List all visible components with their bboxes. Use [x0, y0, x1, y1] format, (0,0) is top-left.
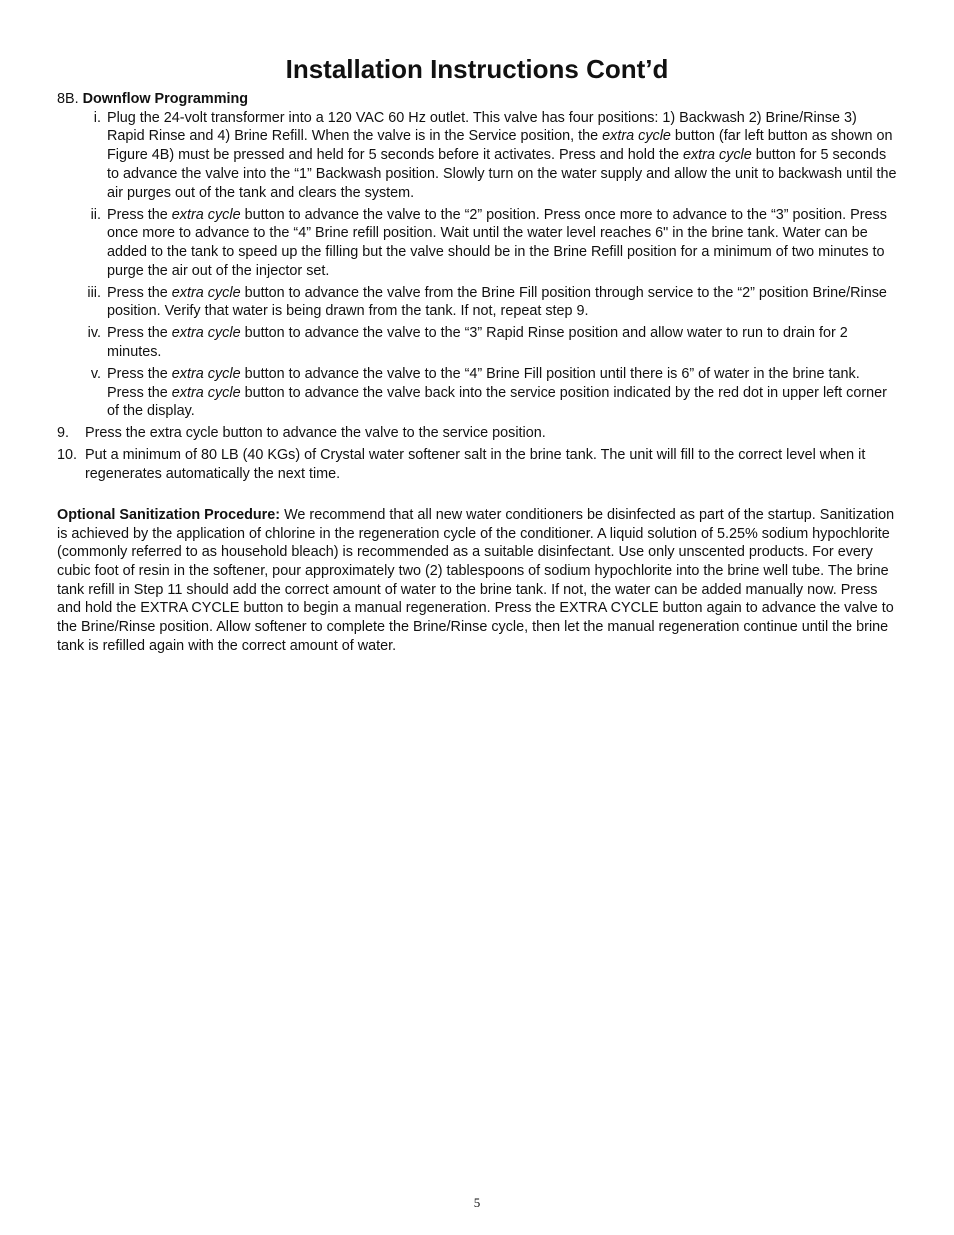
- list-marker: ii.: [90, 206, 101, 223]
- section-title: Downflow Programming: [82, 91, 249, 107]
- list-marker: i.: [93, 109, 101, 126]
- step-text: Press the extra cycle button to advance the valve to the service position.: [85, 425, 546, 442]
- section-number: 8B.: [57, 91, 79, 107]
- step-number: 10.: [57, 447, 78, 464]
- list-item: [57, 109, 897, 203]
- list-item: [57, 365, 897, 421]
- page-number: 5: [473, 1195, 481, 1210]
- step-text: Put a minimum of 80 LB (40 KGs) of Crystal water softener salt in the brine tank. The unit will fill to the correct level when it regenerates automatically the next time.: [85, 447, 866, 483]
- list-marker: v.: [90, 366, 101, 383]
- list-item-text: Press the extra cycle button to advance the valve to the “2” position. Press once more to advance to the “3” position. Press once more to advance to the “4” Brine refill position. Wait until the water level reaches 6" in the brine tank. Water can be added to the tank to speed up the filling but the valve should be in the Brine Refill position for a minimum of two minutes to purge the air out of the injector set.: [107, 206, 887, 279]
- sanitization-paragraph: [57, 506, 897, 656]
- list-item: [57, 206, 897, 281]
- step-number: 9.: [57, 425, 70, 442]
- step-9: [57, 424, 897, 443]
- list-item-text: Press the extra cycle button to advance the valve from the Brine Fill position through service to the “2” position Brine/Rinse position. Verify that water is being drawn from the tank. If not, repeat step 9.: [107, 284, 887, 320]
- step-10: [57, 446, 897, 483]
- sanitization-heading: Optional Sanitization Procedure:: [57, 506, 281, 523]
- list-marker: iv.: [87, 325, 101, 342]
- page-title: Installation Instructions Cont’d: [285, 54, 669, 84]
- list-item: [57, 324, 897, 361]
- list-item-text: Plug the 24-volt transformer into a 120 VAC 60 Hz outlet. This valve has four positions: 1) Backwash 2) Brine/Rinse 3) Rapid Rinse and 4) Brine Refill. When the valve is in the Service position, the extra cycle button (far left button as shown on Figure 4B) must be pressed and held for 5 seconds before it activates. Press and hold the extra cycle button for 5 seconds to advance the valve into the “1” Backwash position. Slowly turn on the water supply and allow the unit to backwash until the air purges out of the tank and clears the system.: [107, 109, 897, 201]
- document-body: [57, 90, 897, 655]
- list-item-text: Press the extra cycle button to advance the valve to the “3” Rapid Rinse position and allow water to run to drain for 2 minutes.: [107, 325, 848, 361]
- list-item-text: Press the extra cycle button to advance the valve to the “4” Brine Fill position until there is 6” of water in the brine tank. Press the extra cycle button to advance the valve back into the service position indicated by the red dot in upper left corner of the display.: [107, 366, 887, 420]
- sanitization-text: We recommend that all new water conditioners be disinfected as part of the startup. Sanitization is achieved by the application of chlorine in the regeneration cycle of the conditioner. A liquid solution of 5.25% sodium hypochlorite (commonly referred to as household bleach) is recommended as a suitable disinfectant. Use only unscented products. For every cubic foot of resin in the softener, pour approximately two (2) tablespoons of sodium hypochlorite into the brine well tube. The brine tank refill in Step 11 should add the correct amount of water to the brine tank. If not, the water can be added manually now. Press and hold the EXTRA CYCLE button to begin a manual regeneration. Press the EXTRA CYCLE button again to advance the valve to the Brine/Rinse position. Allow softener to complete the Brine/Rinse cycle, then let the manual regeneration continue until the brine tank is refilled again with the correct amount of water.: [57, 506, 895, 654]
- list-item: [57, 284, 897, 321]
- list-marker: iii.: [87, 284, 101, 301]
- section-heading-8b: [57, 90, 897, 109]
- downflow-steps-list: [57, 109, 897, 421]
